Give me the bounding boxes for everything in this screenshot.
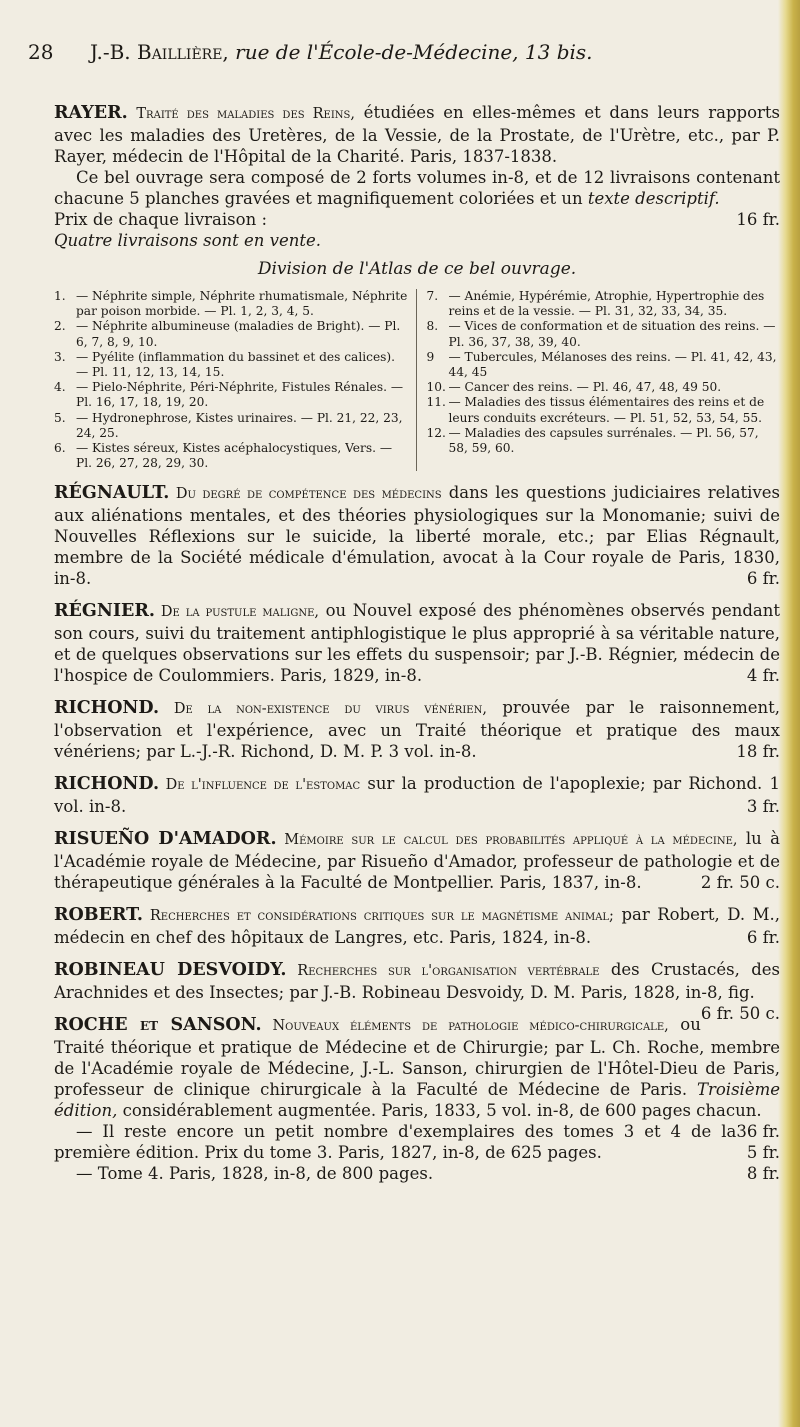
plate-division-item [427, 395, 781, 425]
entry-price: 18 fr. [736, 742, 780, 762]
entry-edition: Troisième édition, [54, 1080, 780, 1121]
plate-division-item [54, 411, 408, 441]
entry-roche-tome4 [54, 1163, 780, 1184]
page-number: 28 [28, 40, 54, 64]
entry-risueno [54, 828, 780, 893]
entry-roche-sanson [54, 1014, 780, 1142]
entry-title: Mémoire sur le calcul des probabilités appliqué à la médecine, [276, 832, 738, 849]
plate-division-number: 5. [54, 410, 66, 425]
entry-body-tail: considérablement augmentée. Paris, 1833, 5 vol. in-8, de 600 pages chacun. [117, 1101, 762, 1121]
remaining-copies-text: — Il reste encore un petit nombre d'exemplaires des tomes 3 et 4 de la première édition. Prix du tome 3. Paris, 1827, in-8, de 625 pages. [54, 1122, 737, 1163]
plate-division-text: — Néphrite albumineuse (maladies de Bright). — Pl. 6, 7, 8, 9, 10. [76, 319, 401, 349]
entry-price: 6 fr. [746, 928, 780, 948]
entry-author: ROBERT. [54, 905, 144, 926]
plate-division-item [427, 319, 781, 349]
entry-title: De la non-existence du virus vénérien, [159, 701, 487, 718]
entry-author: RAYER. [54, 103, 128, 123]
entry-title: De la pustule maligne, [154, 604, 320, 621]
entry-robineau [54, 959, 780, 1024]
entry-price: 36 fr. [736, 1122, 780, 1142]
entry-body: lu à l'Académie royale de Médecine, par Risueño d'Amador, professeur de pathologie et de thérapeutique générales à la Faculté de Montpellier. Paris, 1837, in-8. [54, 829, 780, 893]
plate-division-text: — Tubercules, Mélanoses des reins. — Pl. 41, 42, 43, 44, 45 [448, 349, 777, 380]
catalog-page [28, 40, 780, 1184]
entry-robert [54, 904, 780, 948]
entry-title: Du degré de compétence des médecins [169, 486, 442, 503]
catalog-entries [54, 102, 780, 1184]
entry-richond-virus [54, 697, 780, 762]
entry-rayer-description [54, 167, 780, 209]
plate-division-text: — Kistes séreux, Kistes acéphalocystiques, Vers. — Pl. 26, 27, 28, 29, 30. [76, 441, 393, 471]
entry-roche-remaining [54, 1121, 780, 1163]
entry-title: Recherches et considérations critiques sur le magnétisme animal; [143, 908, 614, 925]
plate-division-item [427, 289, 781, 319]
plates-column-right [417, 289, 781, 471]
plate-division-text: — Maladies des tissus élémentaires des reins et de leurs conduits excréteurs. — Pl. 51, 52, 53, 54, 55. [448, 395, 765, 425]
plate-division-number: 9 [426, 349, 435, 364]
plate-division-number: 10. [426, 380, 446, 395]
entry-rayer [54, 102, 780, 167]
price-label: Prix de chaque livraison : [54, 210, 268, 229]
entry-body: sur la production de l'apoplexie; par Richond. 1 vol. in-8. [54, 774, 780, 817]
plate-division-text: — Pyélite (inflammation du bassinet et des calices). — Pl. 11, 12, 13, 14, 15. [76, 349, 396, 380]
entry-price: 6 fr. 50 c. [700, 1004, 780, 1024]
atlas-plates [54, 289, 780, 471]
entry-title: Traité des maladies des Reins, [136, 106, 356, 122]
entry-body: par Robert, D. M., médecin en chef des hôpitaux de Langres, etc. Paris, 1824, in-8. [54, 905, 780, 948]
plate-division-item [427, 350, 781, 380]
entry-rayer-price-line [54, 209, 780, 230]
plate-division-number: 1. [54, 289, 66, 303]
plate-division-item [54, 319, 408, 349]
entry-body: dans les questions judiciaires relatives aux aliénations mentales, et des théories physiologiques sur la Monomanie; suivi de Nouvelles Réflexions sur le suicide, la liberté morale, etc.; par Elias Régnault, membre de la Société médicale d'émulation, avocat à la Cour royale de Paris, 1830, in-8. [54, 483, 780, 589]
entry-body: étudiées en elles-mêmes et dans leurs rapports avec les maladies des Uretères, de la Vessie, de la Prostate, de l'Urètre, etc., par P. Rayer, médecin de l'Hôpital de la Charité. Paris, 1837-1838. [54, 103, 781, 166]
entry-rayer-note: Quatre livraisons sont en vente. [54, 231, 322, 250]
entry-author: ROBINEAU DESVOIDY. [54, 960, 287, 981]
plate-division-text: — Hydronephrose, Kistes urinaires. — Pl. 21, 22, 23, 24, 25. [76, 410, 403, 440]
plate-division-item [54, 441, 408, 471]
entry-author: RICHOND. [54, 774, 160, 795]
plate-division-item [427, 380, 781, 395]
plate-division-number: 11. [426, 395, 446, 410]
plate-division-item [54, 289, 408, 319]
page-edge-binding [778, 0, 800, 1427]
plate-division-number: 7. [426, 289, 439, 303]
entry-price: 6 fr. [746, 569, 780, 589]
entry-author: ROCHE et SANSON. [54, 1015, 262, 1036]
entry-price: 3 fr. [746, 797, 780, 817]
plates-column-left [54, 289, 417, 471]
publisher-name: J.-B. Baillière, [90, 40, 229, 64]
entry-body: prouvée par le raisonnement, l'observation et l'expérience, avec un Traité théorique et pratique des maux vénériens; par L.-J.-R. Richond, D. M. P. 3 vol. in-8. [54, 698, 780, 762]
entry-author: RÉGNAULT. [54, 483, 170, 504]
entry-regnier [54, 600, 780, 686]
entry-body-2-italic: texte descriptif. [587, 189, 720, 208]
publisher-address: rue de l'École-de-Médecine, 13 bis. [235, 40, 593, 64]
plate-division-text: — Maladies des capsules surrénales. — Pl. 56, 57, 58, 59, 60. [448, 425, 759, 456]
plate-division-text: — Néphrite simple, Néphrite rhumatismale, Néphrite par poison morbide. — Pl. 1, 2, 3, 4, 5. [76, 289, 408, 319]
entry-price: 16 fr. [736, 210, 780, 229]
entry-price: 4 fr. [746, 666, 780, 686]
entry-author: RÉGNIER. [54, 601, 155, 622]
entry-price: 2 fr. 50 c. [700, 873, 780, 893]
tome4-text: — Tome 4. Paris, 1828, in-8, de 800 pages. [76, 1164, 434, 1184]
entry-regnault [54, 482, 780, 589]
entry-body: ou Traité théorique et pratique de Médecine et de Chirurgie; par L. Ch. Roche, membre de l'Académie royale de Médecine, J.-L. Sanson, chirurgien de l'Hôtel-Dieu de Paris, professeur de clinique chirurgicale à la Faculté de Médecine de Paris. [54, 1015, 780, 1100]
tome4-price: 8 fr. [746, 1164, 780, 1184]
plate-division-item [54, 350, 408, 380]
division-title: Division de l'Atlas de ce bel ouvrage. [257, 259, 577, 279]
plate-division-item [54, 380, 408, 410]
plate-division-number: 3. [54, 349, 66, 364]
entry-title: Nouveaux éléments de pathologie médico-chirurgicale, [261, 1018, 669, 1035]
plate-division-number: 12. [426, 425, 446, 440]
plate-division-text: — Anémie, Hypérémie, Atrophie, Hypertrophie des reins et de la vessie. — Pl. 31, 32, 33, 34, 35. [448, 289, 765, 319]
publisher-line [90, 40, 593, 64]
entry-author: RISUEÑO D'AMADOR. [54, 829, 277, 850]
plate-division-number: 8. [426, 319, 439, 334]
plate-division-item [427, 426, 781, 456]
plate-division-text: — Vices de conformation et de situation des reins. — Pl. 36, 37, 38, 39, 40. [448, 319, 776, 349]
entry-richond-estomac [54, 773, 780, 817]
entry-author: RICHOND. [54, 698, 160, 719]
plate-division-number: 2. [54, 319, 66, 334]
entry-title: De l'influence de l'estomac [159, 777, 361, 794]
plate-division-text: — Cancer des reins. — Pl. 46, 47, 48, 49 50. [448, 380, 722, 395]
entry-body: des Crustacés, des Arachnides et des Insectes; par J.-B. Robineau Desvoidy, D. M. Paris, 1828, in-8, fig. [54, 960, 780, 1003]
entry-body-2: Ce bel ouvrage sera composé de 2 forts volumes in-8, et de 12 livraisons contenant chacune 5 planches gravées et magnifiquement coloriées et un [54, 168, 780, 208]
remaining-price: 5 fr. [746, 1143, 780, 1163]
plate-division-number: 4. [54, 380, 66, 395]
entry-body: ou Nouvel exposé des phénomènes observés pendant son cours, suivi du traitement antiphlogistique le plus approprié à sa véritable nature, et de quelques observations sur les effets du suspensoir; par J.-B. Régnier, médecin de l'hospice de Coulommiers. Paris, 1829, in-8. [54, 601, 781, 686]
plate-division-number: 6. [54, 441, 66, 456]
plate-division-text: — Pielo-Néphrite, Péri-Néphrite, Fistules Rénales. — Pl. 16, 17, 18, 19, 20. [76, 380, 404, 410]
running-head [28, 40, 780, 66]
entry-title: Recherches sur l'organisation vertébrale [286, 963, 600, 980]
